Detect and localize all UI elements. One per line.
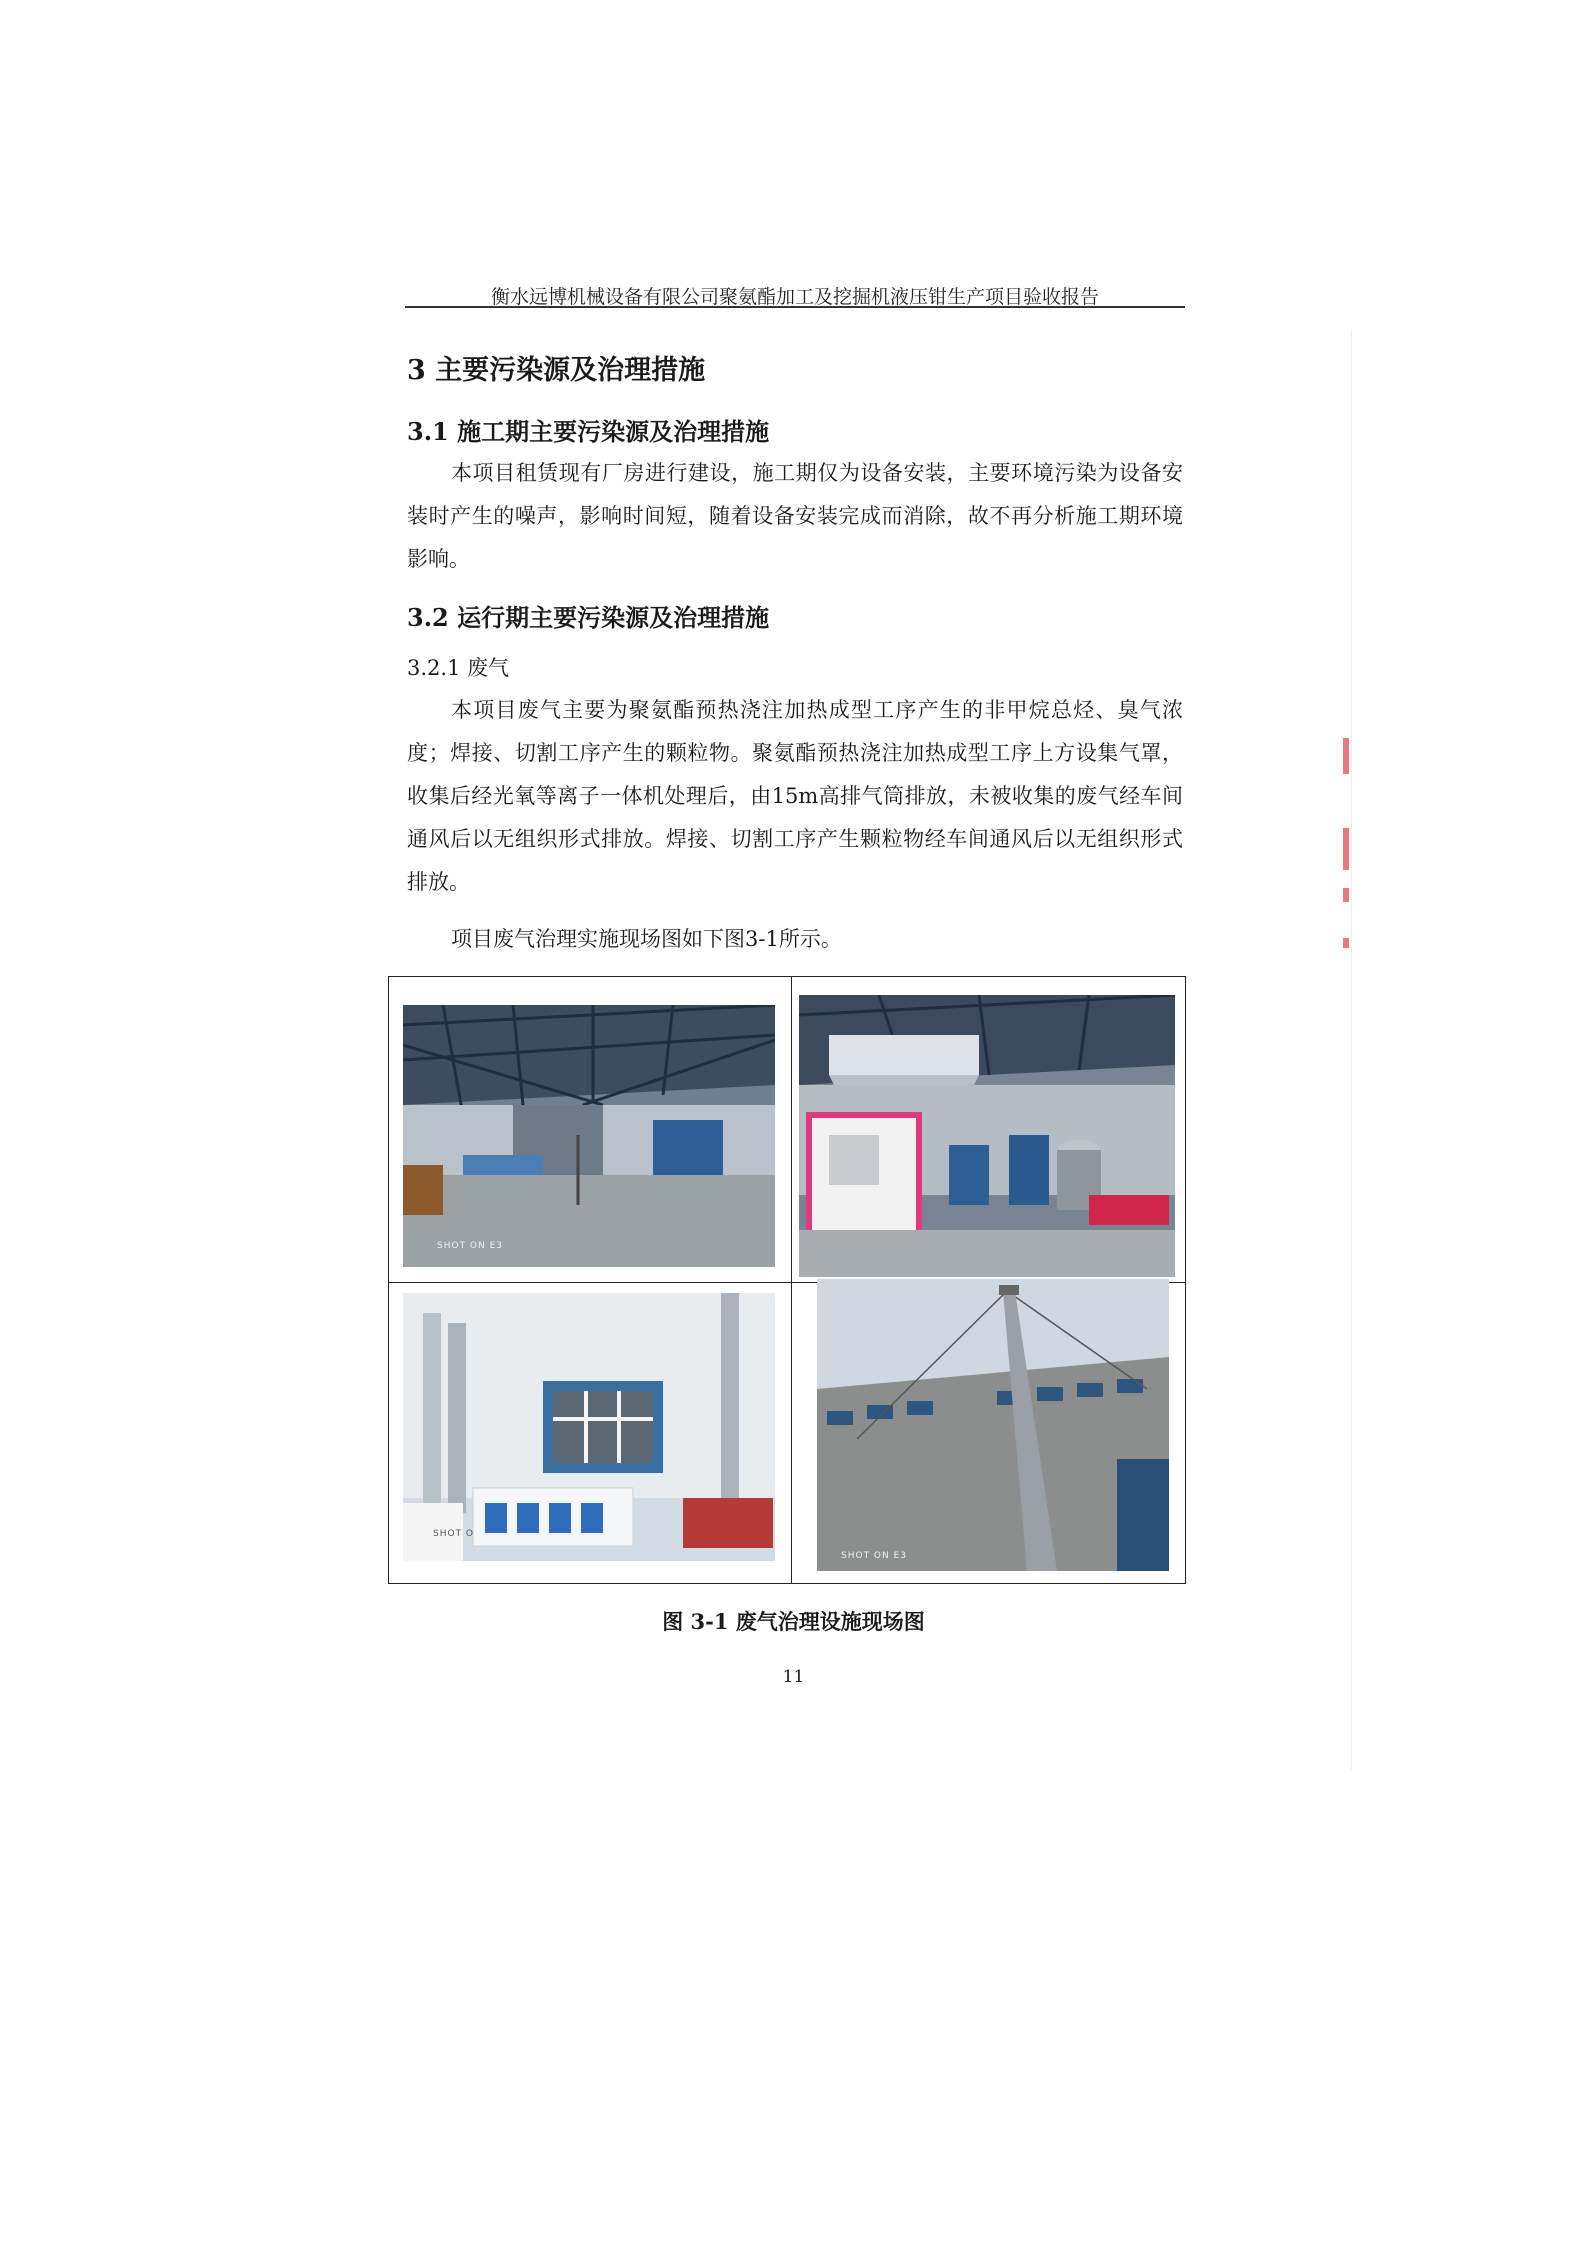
photo-exhaust-stack <box>817 1279 1169 1571</box>
photo-factory-interior <box>403 1005 775 1267</box>
photo-watermark: SHOT O <box>433 1529 475 1539</box>
seal-fragment <box>1343 938 1349 948</box>
running-header: 衡水远博机械设备有限公司聚氨酯加工及挖掘机液压钳生产项目验收报告 <box>490 286 1099 308</box>
figure-intro-paragraph: 项目废气治理实施现场图如下图3-1所示。 <box>451 927 842 951</box>
section-3-1-heading: 3.1 施工期主要污染源及治理措施 <box>407 417 770 446</box>
scan-edge-line <box>1351 330 1352 1770</box>
section-3-2-heading: 3.2 运行期主要污染源及治理措施 <box>407 603 770 632</box>
section-3-2-1-heading: 3.2.1 废气 <box>407 656 510 680</box>
header-rule <box>405 306 1185 308</box>
figure-caption: 图 3-1 废气治理设施现场图 <box>662 1609 925 1634</box>
seal-fragment <box>1343 888 1349 902</box>
figure-3-1-table <box>388 976 1186 1584</box>
table-divider-vertical <box>791 977 792 1583</box>
section-3-heading: 3 主要污染源及治理措施 <box>407 355 706 386</box>
photo-plasma-treatment-unit <box>403 1293 775 1561</box>
seal-fragment <box>1343 738 1349 774</box>
photo-polyurethane-equipment <box>799 995 1175 1277</box>
photo-watermark: SHOT ON E3 <box>841 1551 908 1561</box>
section-3-2-1-paragraph: 本项目废气主要为聚氨酯预热浇注加热成型工序产生的非甲烷总烃、臭气浓度；焊接、切割工序产生的颗粒物。聚氨酯预热浇注加热成型工序上方设集气罩，收集后经光氧等离子一体机处理后，由15m高排气筒排放，未被收集的废气经车间通风后以无组织形式排放。焊接、切割工序产生颗粒物经车间通风后以无组织形式排放。 <box>407 698 1183 894</box>
seal-fragment <box>1343 828 1349 870</box>
section-3-1-paragraph: 本项目租赁现有厂房进行建设，施工期仅为设备安装，主要环境污染为设备安装时产生的噪声，影响时间短，随着设备安装完成而消除，故不再分析施工期环境影响。 <box>407 461 1183 571</box>
page-number: 11 <box>782 1667 805 1687</box>
photo-watermark: SHOT ON E3 <box>437 1241 504 1251</box>
